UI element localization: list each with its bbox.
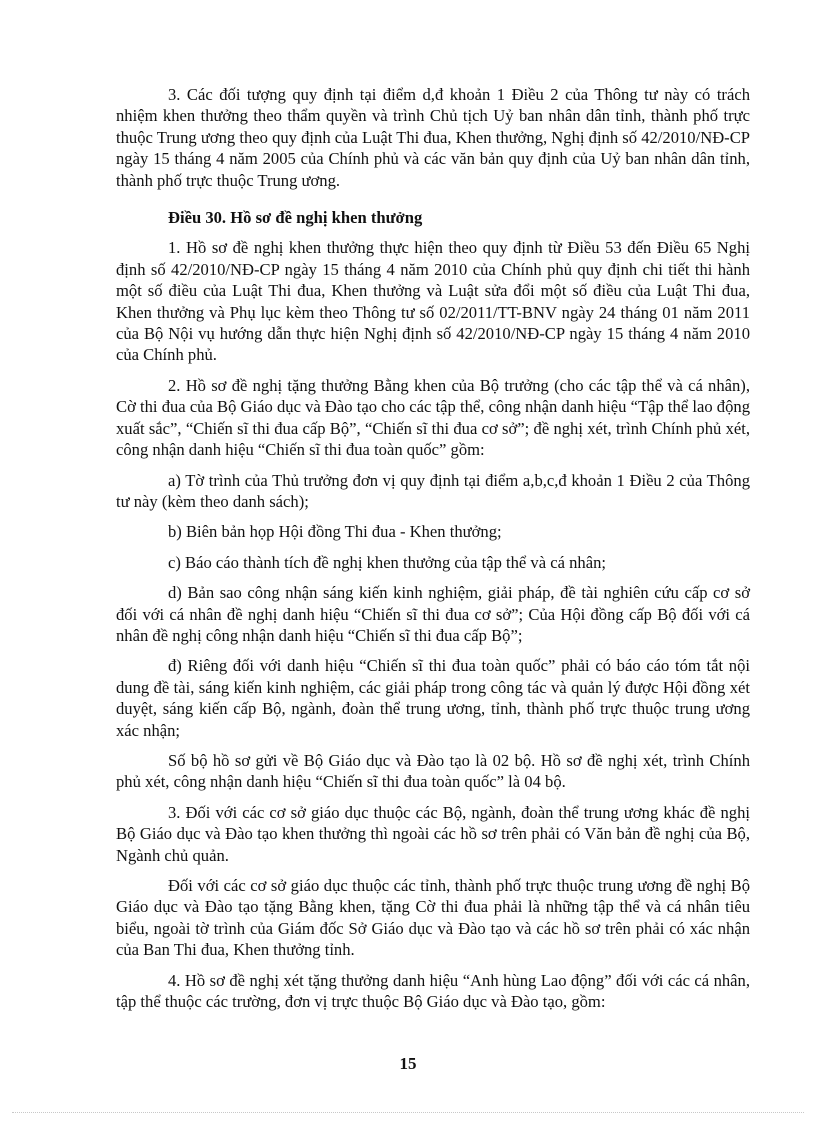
paragraph-clause-3-reward-authority: 3. Các đối tượng quy định tại điểm d,đ khoản 1 Điều 2 của Thông tư này có trách nhiệm khen thưởng theo thẩm quyền và trình Chủ tịch Uỷ ban nhân dân tỉnh, thành phố trực thuộc Trung ương theo quy định của Luật Thi đua, Khen thưởng, Nghị định số 42/2010/NĐ-CP ngày 15 tháng 4 năm 2005 của Chính phủ và các văn bản quy định của Uỷ ban nhân dân tỉnh, thành phố trực thuộc Trung ương.	[116, 85, 750, 190]
list-item-d: d) Bản sao công nhận sáng kiến kinh nghiệm, giải pháp, đề tài nghiên cứu cấp cơ sở đối với cá nhân đề nghị danh hiệu “Chiến sĩ thi đua cơ sở”; Của Hội đồng cấp Bộ đối với cá nhân đề nghị công nhận danh hiệu “Chiến sĩ thi đua cấp Bộ”;	[116, 583, 750, 645]
list-item-dd: đ) Riêng đối với danh hiệu “Chiến sĩ thi đua toàn quốc” phải có báo cáo tóm tắt nội dung đề tài, sáng kiến kinh nghiệm, các giải pháp trong công tác và quản lý được Hội đồng xét duyệt, sáng kiến cấp Bộ, ngành, đoàn thể trung ương, tỉnh, thành phố trực thuộc trung ương xác nhận;	[116, 656, 750, 740]
list-item-c: c) Báo cáo thành tích đề nghị khen thưởng của tập thể và cá nhân;	[168, 552, 606, 572]
paragraph-clause-4-labour-hero: 4. Hồ sơ đề nghị xét tặng thưởng danh hiệu “Anh hùng Lao động” đối với các cá nhân, tập thể thuộc các trường, đơn vị trực thuộc Bộ Giáo dục và Đào tạo, gồm:	[116, 970, 750, 1012]
paragraph-clause-3-other-ministries: 3. Đối với các cơ sở giáo dục thuộc các Bộ, ngành, đoàn thể trung ương khác đề nghị Bộ Giáo dục và Đào tạo khen thưởng thì ngoài các hồ sơ trên phải có Văn bản đề nghị của Bộ, Ngành chủ quản.	[116, 802, 750, 865]
page-bottom-divider	[12, 1112, 804, 1113]
paragraph-clause-2-dossier: 2. Hồ sơ đề nghị tặng thưởng Bằng khen của Bộ trưởng (cho các tập thể và cá nhân), Cờ thi đua của Bộ Giáo dục và Đào tạo cho các tập thể, công nhận danh hiệu “Tập thể lao động xuất sắc”, “Chiến sĩ thi đua cấp Bộ”, “Chiến sĩ thi đua cơ sở”; đề nghị xét, trình Chính phủ xét, công nhận danh hiệu “Chiến sĩ thi đua toàn quốc” gồm:	[116, 375, 750, 460]
list-item-b: b) Biên bản họp Hội đồng Thi đua - Khen thưởng;	[168, 522, 502, 542]
paragraph-dossier-count: Số bộ hồ sơ gửi về Bộ Giáo dục và Đào tạo là 02 bộ. Hồ sơ đề nghị xét, trình Chính phủ xét, công nhận danh hiệu “Chiến sĩ thi đua toàn quốc” là 04 bộ.	[116, 750, 750, 792]
list-item-a: a) Tờ trình của Thủ trưởng đơn vị quy định tại điểm a,b,c,đ khoản 1 Điều 2 của Thông tư này (kèm theo danh sách);	[116, 470, 750, 511]
page-number: 15	[399, 1054, 417, 1073]
article-30-heading: Điều 30. Hồ sơ đề nghị khen thưởng	[168, 208, 423, 228]
paragraph-clause-1-dossier: 1. Hồ sơ đề nghị khen thưởng thực hiện theo quy định từ Điều 53 đến Điều 65 Nghị định số 42/2010/NĐ-CP ngày 15 tháng 4 năm 2010 của Chính phủ quy định chi tiết thi hành một số điều của Luật Thi đua, Khen thưởng và Luật sửa đổi một số điều của Luật Thi đua, Khen thưởng và Phụ lục kèm theo Thông tư số 02/2011/TT-BNV ngày 24 tháng 01 năm 2011 của Bộ Nội vụ hướng dẫn thực hiện Nghị định số 42/2010/NĐ-CP ngày 15 tháng 4 năm 2010 của Chính phủ.	[116, 238, 750, 365]
paragraph-provincial-institutions: Đối với các cơ sở giáo dục thuộc các tỉnh, thành phố trực thuộc trung ương đề nghị Bộ Giáo dục và Đào tạo tặng Bằng khen, tặng Cờ thi đua phải là những tập thể và cá nhân tiêu biểu, ngoài tờ trình của Giám đốc Sở Giáo dục và Đào tạo và các hồ sơ trên phải có xác nhận của Ban Thi đua, Khen thưởng tỉnh.	[116, 876, 750, 960]
page-body	[116, 84, 750, 1012]
